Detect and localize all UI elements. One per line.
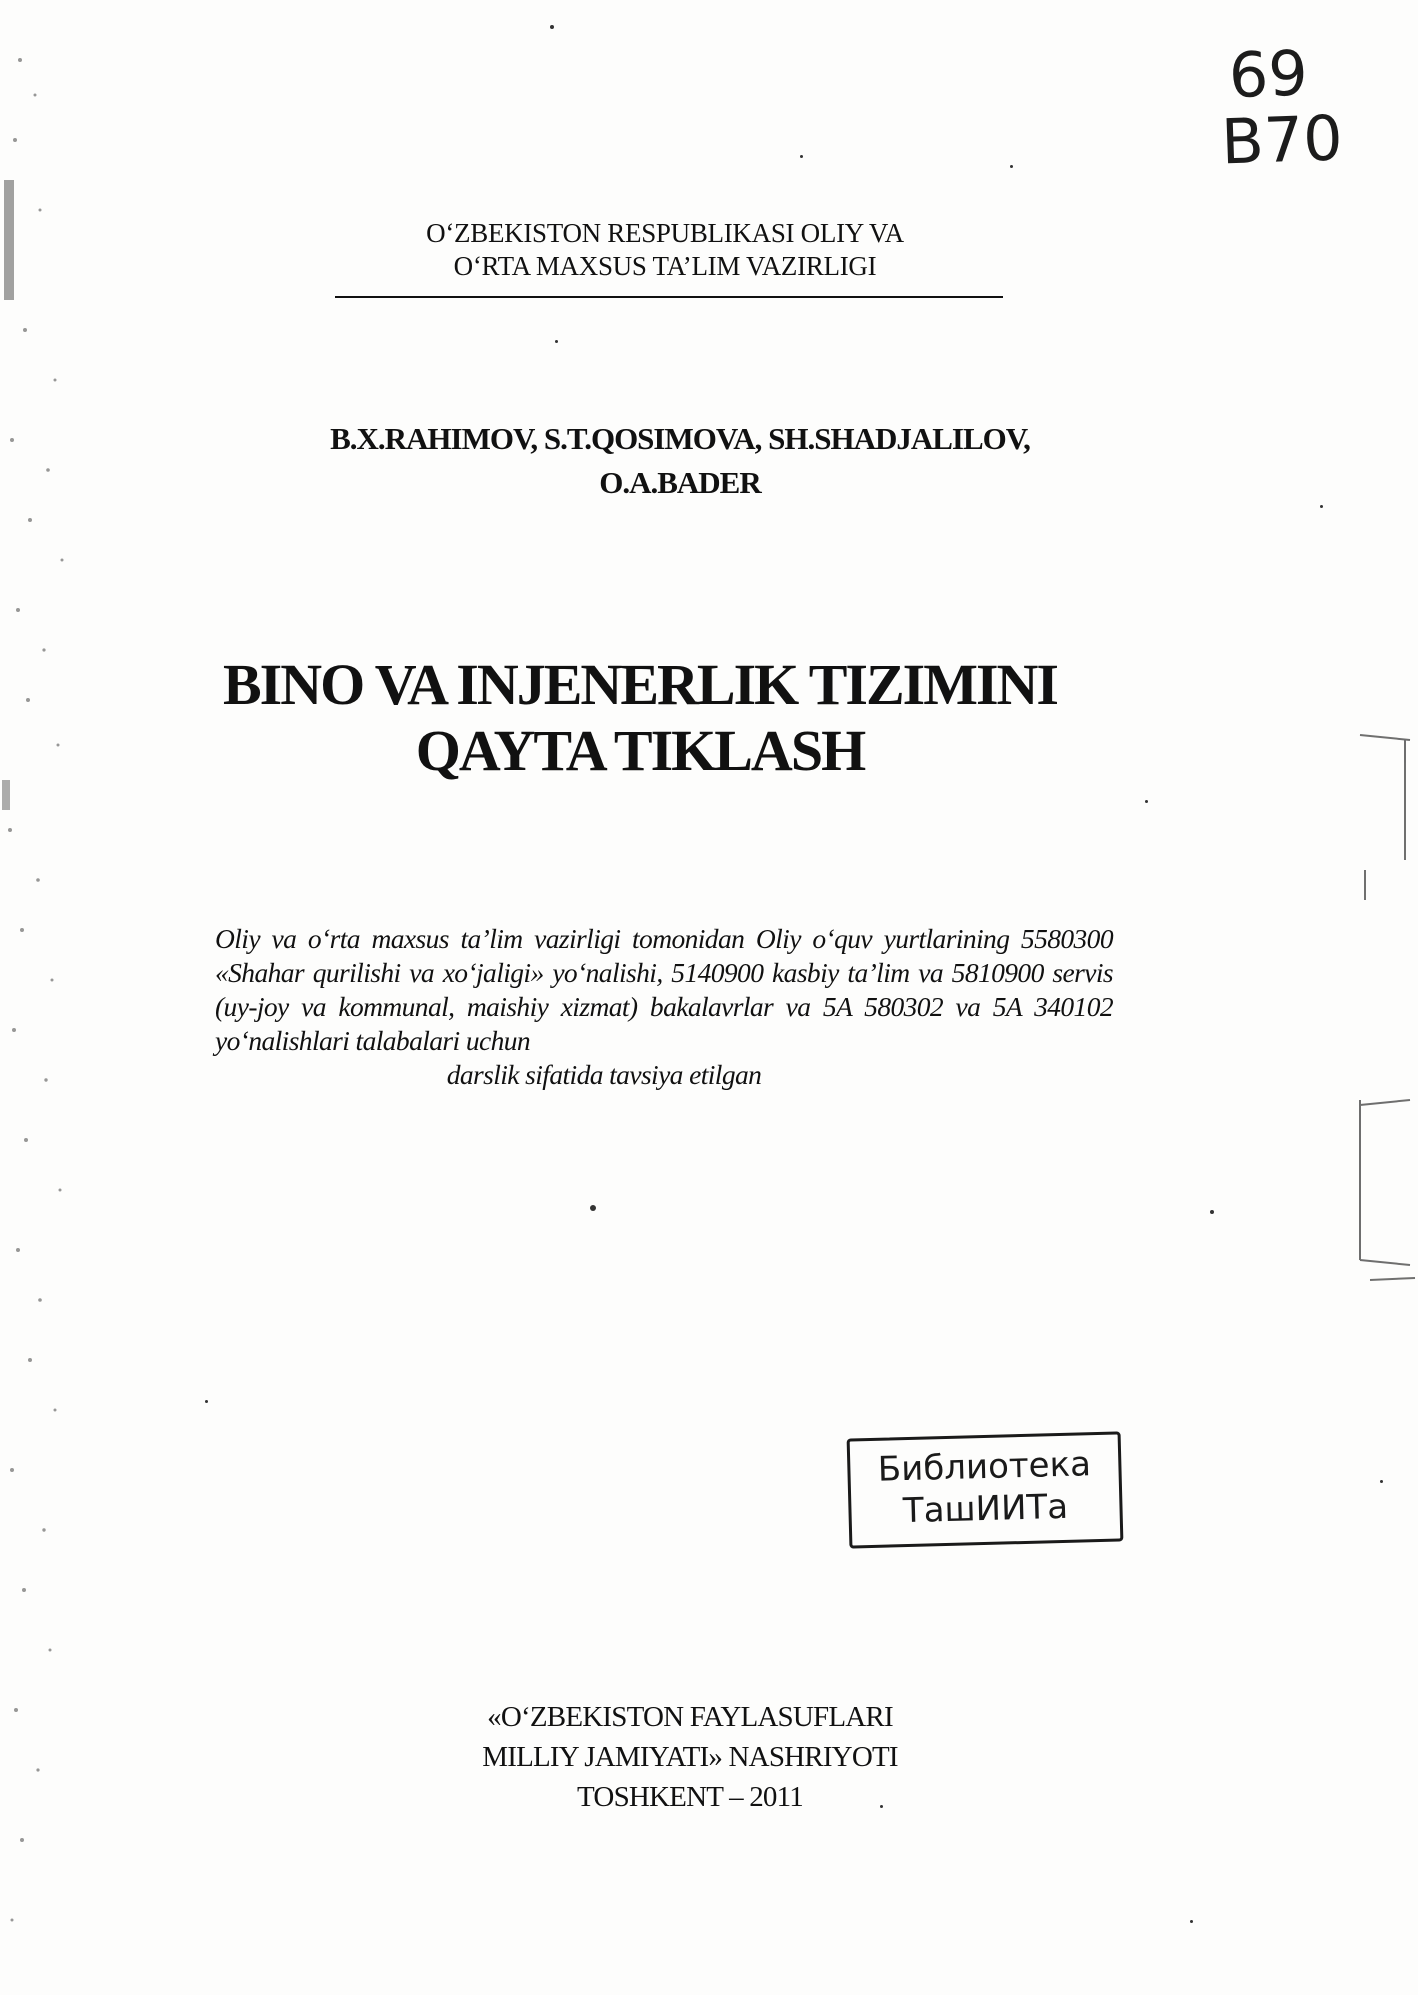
catalog-code-line-1: 69 <box>1227 36 1310 113</box>
scan-speck <box>1010 165 1013 168</box>
approval-description-last-line: darslik sifatida tavsiya etilgan <box>446 1059 762 1090</box>
publisher-line-2: MILLIY JAMIYATI» NASHRIYOTI <box>482 1741 898 1773</box>
scan-speck <box>1380 1480 1383 1483</box>
scan-speck <box>1190 1920 1193 1923</box>
publisher-line-1: «O‘ZBEKISTON FAYLASUFLARI <box>487 1701 893 1733</box>
scan-speck <box>1320 505 1323 508</box>
publisher-line-3: TOSHKENT – 2011 <box>577 1781 803 1813</box>
catalog-code-line-2: B70 <box>1219 101 1344 179</box>
library-stamp-line-2: ТашИИТа <box>902 1486 1069 1532</box>
scan-noise-right-edge <box>1355 720 1418 1320</box>
scan-speck <box>1145 800 1148 803</box>
scan-speck <box>1210 1210 1214 1214</box>
ministry-heading <box>330 217 1000 283</box>
library-stamp <box>847 1431 1124 1548</box>
authors-line-2: O.A.BADER <box>599 465 761 500</box>
scan-speck <box>880 1805 883 1808</box>
scan-speck <box>800 155 803 158</box>
authors-block <box>190 417 1170 505</box>
library-stamp-line-1: Библиотека <box>877 1444 1092 1490</box>
scan-speck <box>590 1205 596 1211</box>
authors-line-1: B.X.RAHIMOV, S.T.QOSIMOVA, SH.SHADJALILOV, <box>330 421 1030 456</box>
ministry-line-1: O‘ZBEKISTON RESPUBLIKASI OLIY VA <box>426 218 904 248</box>
handwritten-catalog-code <box>1219 36 1412 179</box>
scan-speck <box>555 340 558 343</box>
ministry-line-2: O‘RTA MAXSUS TA’LIM VAZIRLIGI <box>453 251 877 281</box>
book-title <box>140 652 1140 784</box>
approval-description <box>215 922 1113 1092</box>
book-title-line-1: BINO VA INJENERLIK TIZIMINI <box>222 652 1057 717</box>
approval-description-body: Oliy va o‘rta maxsus ta’lim vazirligi tomonidan Oliy o‘quv yurtlarining 5580300 «Shahar qurilishi va xo‘jaligi» yo‘nalishi, 5140900 kasbiy ta’lim va 5810900 servis (uy-joy va kommunal, maishiy xizmat) bakalavrlar va 5A 580302 va 5A 340102 yo‘nalishlari talabalari uchun <box>215 923 1113 1056</box>
ministry-underline-divider <box>335 296 1003 298</box>
publisher-imprint <box>340 1697 1040 1817</box>
scan-speck <box>205 1400 208 1403</box>
scan-noise-left-edge <box>0 0 80 1995</box>
book-title-line-2: QAYTA TIKLASH <box>415 718 865 783</box>
scan-speck <box>550 25 554 29</box>
